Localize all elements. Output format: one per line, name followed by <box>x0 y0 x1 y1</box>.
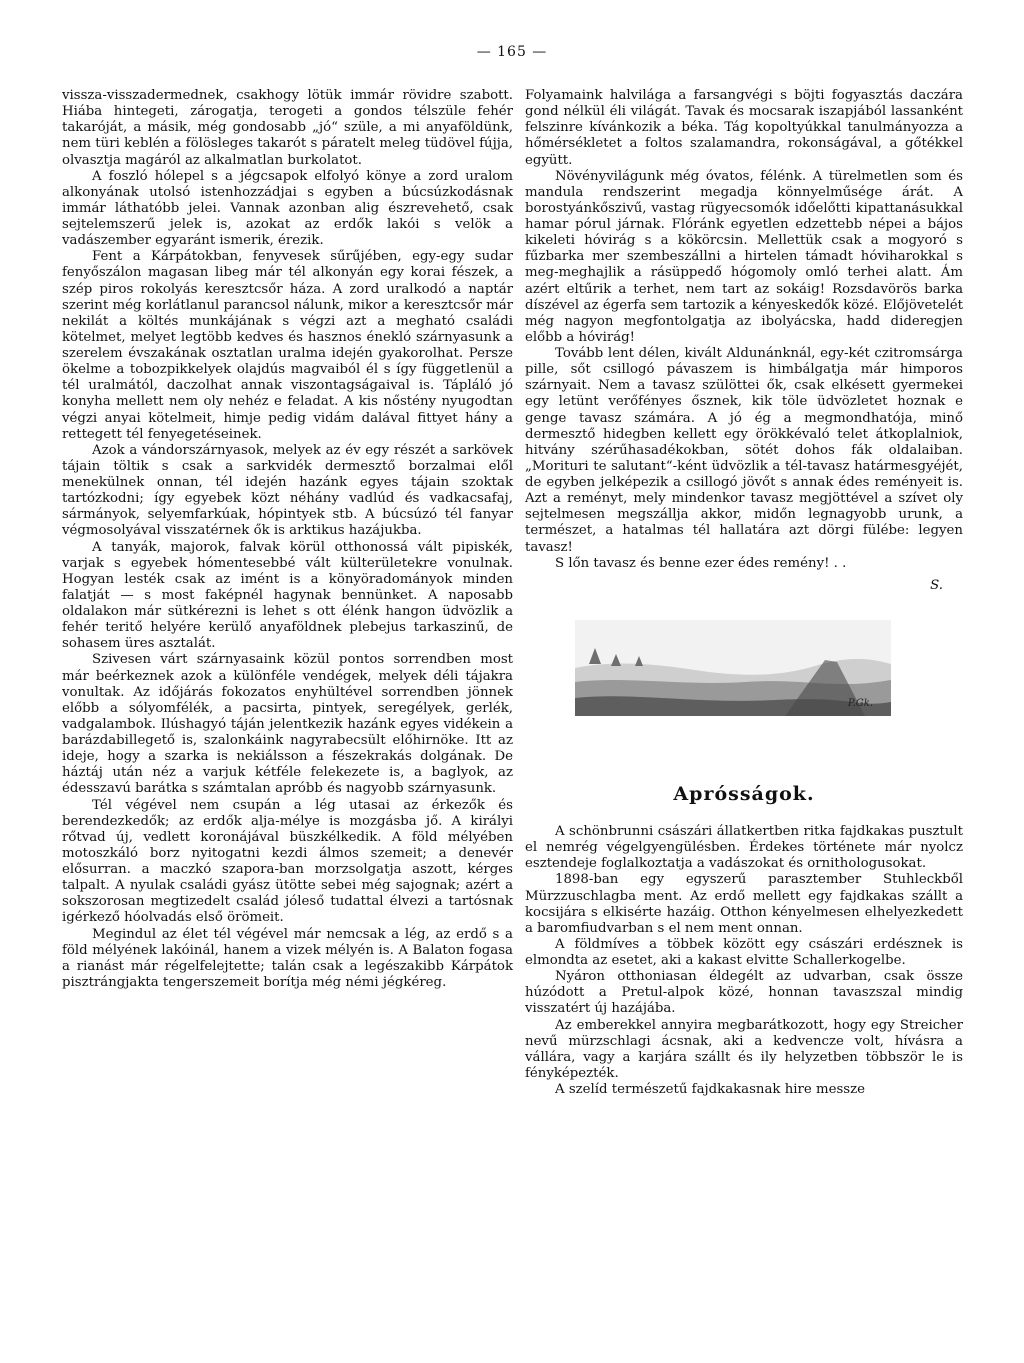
paragraph: Nyáron otthoniasan éldegélt az udvarban, csak össze húzódott a Pretul-alpok közé, honnan tavaszszal mindig visszatért új hazájába. <box>525 969 963 1017</box>
paragraph: Tél végével nem csupán a lég utasai az érkezők és berendezkedők; az erdők alja-mélye is mozgásba jő. A királyi rőtvad új, vedlett koronájával büszkélkedik. A föld mélyében motoszkáló borz nyitogatni kezdi álmos szemeit; a denevér elősurran. a maczkó szapora-ban morzsolgatja aszott, kérges talpalt. A nyulak családi gyász ütötte sebei még sajognak; azért a sokszorosan megtizedelt család jóleső tudattal élvezi a tartósnak igérkező hóolvadás első örömeit. <box>62 797 513 926</box>
landscape-drawing <box>575 620 891 716</box>
paragraph: A földmíves a többek között egy császári erdésznek is elmondta az esetet, aki a kakast elvitte Schallerkogelbe. <box>525 936 963 968</box>
closing-line: S lőn tavasz és benne ezer édes remény! . . <box>555 555 847 571</box>
paragraph: 1898-ban egy egyszerű parasztember Stuhleckből Mürzzuschlagba ment. Az erdő mellett egy fajdkakas szállt a kocsijára s elkisérte hazáig. Otthon kényelmesen elhelyezkedett a baromfiudvarban s el nem ment onnan. <box>525 872 963 936</box>
right-column <box>525 88 963 1098</box>
paragraph: Fent a Kárpátokban, fenyvesek sűrűjében, egy-egy sudar fenyőszálon magasan libeg már tél alkonyán egy korai fészek, a szép piros rokolyás keresztcsőr háza. A zord uralkodó a naptár szerint még korlátlanul parancsol nálunk, mikor a keresztcsőr már nekilát a költés munkájának s végzi azt a megható családi kötelmet, melyet legtöbb kedves és hasznos énekló szárnyasunk a szerelem évszakának osztatlan uralma idején gyakorolhat. Persze ökelme a tobozpikkelyek olajdús magvaiból él s így függetlenül a tél uralmától, daczolhat annak viszontagságaival is. Tápláló jó konyha mellett nem oly nehéz e feladat. A kis nőstény nyugodtan végzi anyai kötelmeit, himje pedig vidám dalával fittyet hány a rettegett tél fenyegetéseinek. <box>62 249 513 442</box>
paragraph: Tovább lent délen, kivált Aldunánknál, egy-két czitromsárga pille, sőt csillogó pávaszem is himbálgatja már himporos szárnyait. Nem a tavasz szülöttei ők, csak elkésett gyermekei egy letünt verőfényes ősznek, kik töle üdvözletet hoznak e genge tavasz számára. A jó ég a megmondhatója, minő dermesztő hidegben kellett egy örökkévaló telet átkoplalniok, hitvány szérűhasadékokban, sötét dohos fák oldalaiban. „Morituri te salutant“-ként üdvözlik a tél-tavasz határmesgyéjét, de egyben jelképezik a csillogó jövőt s annak édes reményeit is. Azt a reményt, mely mindenkor tavasz megjöttével a szívet oly sejtelmesen megszállja akkor, midőn legnagyobb urunk, a természet, a hatalmas tél hallatára azt dörgi fülébe: legyen tavasz! <box>525 346 963 555</box>
paragraph: A tanyák, majorok, falvak körül otthonossá vált pipiskék, varjak s egyebek hómentesebbé vált külterületekre vonulnak. Hogyan lesték csak az imént is a könyöradományok minden falatját — s most faképnél hagynak bennünket. A naposabb oldalakon már sütkérezni is lehet s ott élénk hangon üdvözlik a fehér teritő helyére kerülő anyaföldnek plebejus tarkaszinű, de sohasem üres asztalát. <box>62 539 513 652</box>
paragraph: A szelíd természetű fajdkakasnak hire messze <box>555 1082 865 1097</box>
artist-signature: P.Gk. <box>847 697 873 709</box>
section-title: Aprósságok. <box>673 782 815 805</box>
paragraph: vissza-visszadermednek, csakhogy lötük immár rövidre szabott. Hiába hintegeti, zárogatja, terogeti a gondos télszüle fehér takaróját, a másik, még gondosabb „jó“ szüle, a mi anyaföldünk, nem türi keblén a fölösleges takarót s páratelt meleg tüdövel fújja, olvasztja magáról az alkalmatlan burkolatot. <box>62 88 513 168</box>
left-column <box>62 88 513 991</box>
author-signature: S. <box>930 577 943 593</box>
paragraph: A foszló hólepel s a jégcsapok elfolyó könye a zord uralom alkonyának utolsó istenhozzádjai s egyben a búcsúzkodásnak immár láthatóbb jelei. Vannak azonban alig észrevehető, csak sejtelemszerű jelek is, azokat az erdők lakói s velök a vadászember egyaránt ismerik, érezik. <box>62 168 513 249</box>
paragraph: Növényvilágunk még óvatos, félénk. A türelmetlen som és mandula rendszerint megadja könnyelműsége árát. A borostyánkőszivű, vastag rügyecsomók időelőtti kipattanásukkal hamar pórul járnak. Flóránk egyetlen edzettebb népei a bájos kikeleti hóvirág s a kökörcsin. Mellettük csak a mogyoró s fűzbarka mer szembeszállni a hirtelen támadt hóviharokkal s meg-meghajlik a rásüppedő hógomoly omló terhei alatt. Ám azért eltűrik a terhet, nem tart az sokáig! Rozsdavörös barka díszével az égerfa sem tartozik a kényeskedők közé. Előjövetelét még nagyon megfontolgatja az ibolyácska, hadd dideregjen előbb a hóvirág! <box>525 168 963 345</box>
paragraph: Szivesen várt szárnyasaink közül pontos sorrendben most már beérkeznek azok a különféle vendégek, melyek déli tájakra vonultak. Az időjárás fokozatos enyhültével sorrendben jönnek előbb a sólyomfélék, a pacsirta, pintyek, seregélyek, gerlék, vadgalambok. Ilúshagyó táján jelentkezik hazánk egyes vidékein a barázdabillegető is, szalonkáink nagyrabecsült előhirnöke. Itt az ideje, hogy a szarka is nekiálsson a fészekrakás dolgának. De háztáj után néz a varjuk kétféle felekezete is, a baglyok, az édesszavú barátka s számtalan apróbb és nagyobb szárnyasunk. <box>62 652 513 797</box>
paragraph: Azok a vándorszárnyasok, melyek az év egy részét a sarkövek tájain töltik s csak a sarkvidék dermesztő borzalmai elől menekülnek onnan, tél idején hazánk egyes tájain szoktak tartózkodni; így egyebek közt néhány vadlúd és vadkacsafaj, sármányok, selyemfarkúak, hópintyek stb. A búcsúzó tél fanyar végmosolyával visszatérnek ők is arktikus hazájukba. <box>62 442 513 539</box>
paragraph: Az emberekkel annyira megbarátkozott, hogy egy Streicher nevű mürzschlagi ácsnak, aki a kedvencze volt, hívásra a vállára, vagy a karjára szállt és ily helyzetben többször le is fényképezték. <box>525 1017 963 1081</box>
page-number: — 165 — <box>476 44 548 60</box>
paragraph: A schönbrunni császári állatkertben ritka fajdkakas pusztult el nemrég végelgyengülésben. Érdekes története már nyolcz esztendeje foglalkoztatja a vadászokat és ornithologusokat. <box>525 824 963 872</box>
paragraph: Megindul az élet tél végével már nemcsak a lég, az erdő s a föld mélyének lakóinál, hanem a vizek mélyén is. A Balaton fogasa a rianást már régelfelejtette; talán csak a legészakibb Kárpátok pisztrángjakta tengerszemeit borítja még némi jégkéreg. <box>62 926 513 990</box>
paragraph: Folyamaink halvilága a farsangvégi s böjti fogyasztás daczára gond nélkül éli világát. Tavak és mocsarak iszapjából lassanként felszinre kívánkozik a béka. Tág kopoltyúkkal tanulmányozza a hőmérsékletet a foltos szalamandra, rokonságával, a gőtékkel együtt. <box>525 88 963 168</box>
landscape-illustration <box>575 620 891 716</box>
